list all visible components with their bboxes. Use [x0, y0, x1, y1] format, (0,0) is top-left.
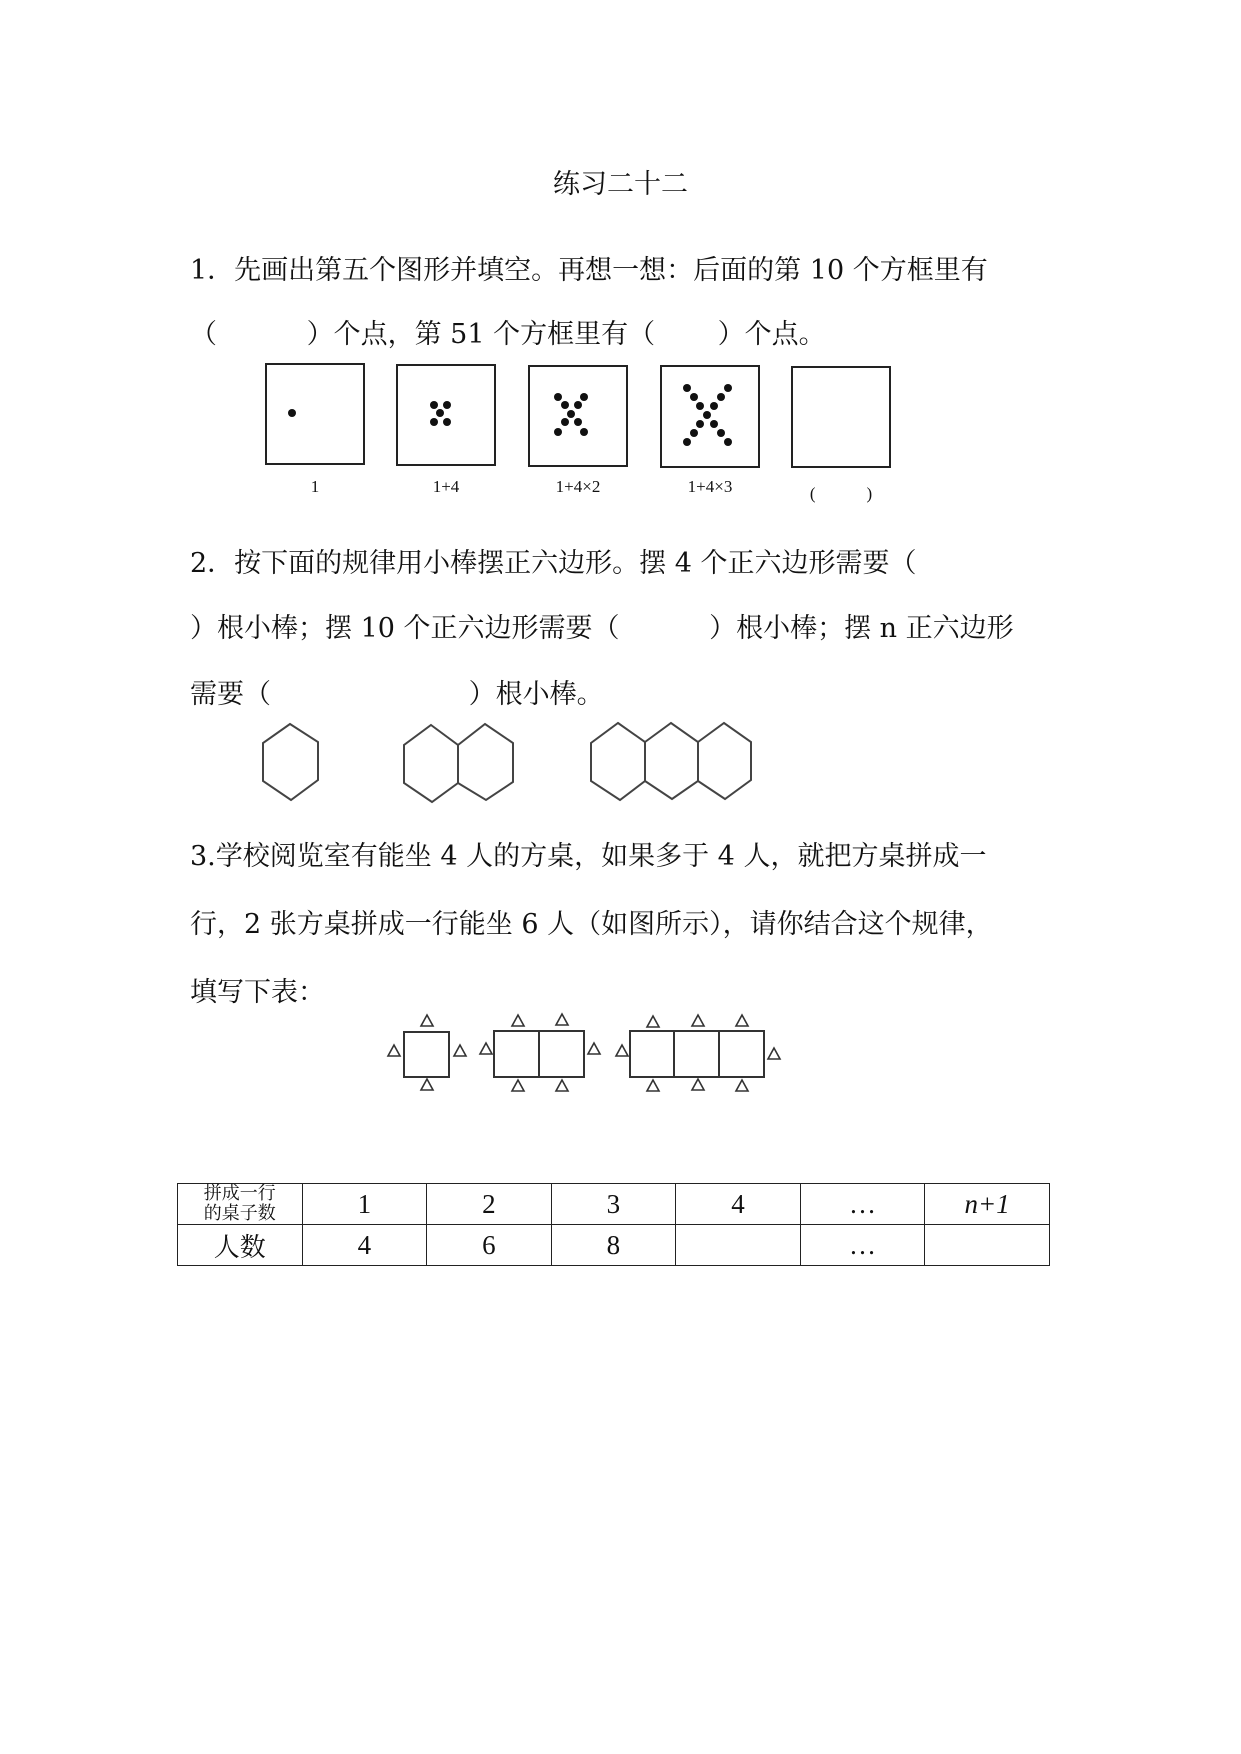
- header-line-2: 的桌子数: [203, 1203, 276, 1224]
- row-header-people: 人数: [178, 1225, 303, 1266]
- q2-line1: 2．按下面的规律用小棒摆正六边形。摆 4 个正六边形需要（: [190, 548, 917, 579]
- row-header-tables: [178, 1184, 303, 1225]
- q3-line2: 行，2 张方桌拼成一行能坐 6 人（如图所示），请你结合这个规律，: [190, 909, 993, 940]
- table-row: [178, 1225, 1050, 1266]
- dot-box-1: [266, 364, 364, 464]
- header-line-1: 拼成一行: [203, 1183, 276, 1204]
- table-row: [178, 1184, 1050, 1225]
- q1-line2: （ ）个点，第 51 个方框里有（ ）个点。: [190, 319, 826, 350]
- answer-cell[interactable]: [925, 1225, 1050, 1266]
- cell: 4: [676, 1184, 801, 1225]
- dot-box-3: [529, 366, 627, 466]
- q1-line1: 1．先画出第五个图形并填空。再想一想：后面的第 10 个方框里有: [190, 255, 988, 286]
- box-label-2: 1+4: [432, 477, 460, 496]
- cell: n+1: [925, 1184, 1050, 1225]
- box-label-4: 1+4×3: [687, 477, 733, 496]
- dot-box-5-empty[interactable]: [792, 367, 890, 467]
- cell: 2: [427, 1184, 552, 1225]
- cell: 6: [427, 1225, 552, 1266]
- cell: …: [800, 1184, 925, 1225]
- box-label-5[interactable]: ( ): [809, 484, 873, 503]
- hexagon-2: [404, 724, 513, 802]
- cell: …: [800, 1225, 925, 1266]
- box-label-1: 1: [310, 477, 320, 496]
- answer-table: [177, 1183, 1050, 1266]
- dot-box-2: [397, 365, 495, 465]
- cell: 3: [551, 1184, 676, 1225]
- cell: 8: [551, 1225, 676, 1266]
- box-label-3: 1+4×2: [555, 477, 601, 496]
- cell: 4: [302, 1225, 427, 1266]
- q2-line3: 需要（ ）根小棒。: [190, 679, 604, 710]
- hexagon-3: [591, 723, 751, 800]
- page-title: 练习二十二: [553, 169, 688, 200]
- cell: 1: [302, 1184, 427, 1225]
- q3-line1: 3.学校阅览室有能坐 4 人的方桌，如果多于 4 人，就把方桌拼成一: [190, 841, 987, 872]
- answer-cell[interactable]: [676, 1225, 801, 1266]
- hexagon-1: [263, 724, 318, 800]
- hexagons: [263, 723, 751, 802]
- q2-line2: ）根小棒；摆 10 个正六边形需要（ ）根小棒；摆 n 正六边形: [190, 613, 1014, 644]
- q3-line3: 填写下表：: [190, 977, 325, 1008]
- dots: [288, 384, 732, 446]
- table-diagram: [388, 1014, 780, 1091]
